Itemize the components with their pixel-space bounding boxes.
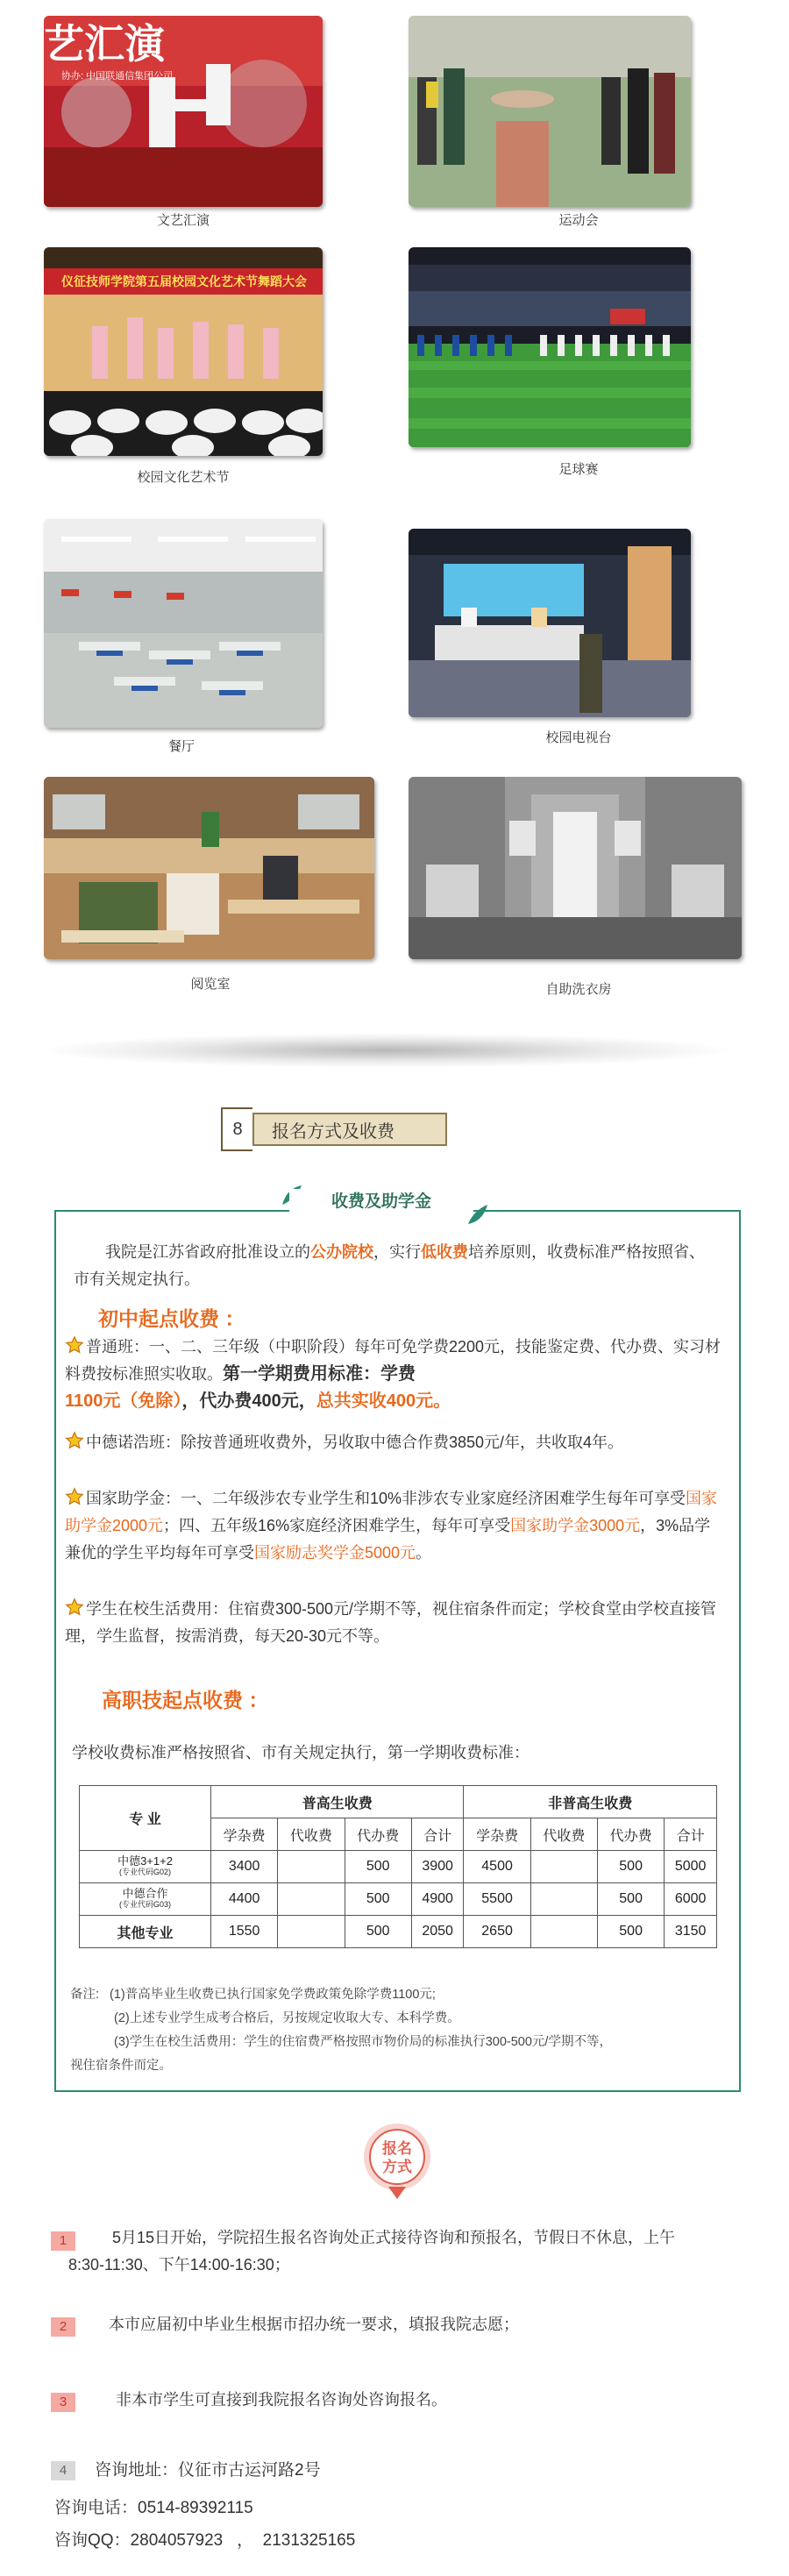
table-row xyxy=(80,1851,717,1883)
cell: 2650 xyxy=(464,1916,530,1948)
group-non-regular-hs: 非普高生收费 xyxy=(464,1786,717,1818)
cell xyxy=(530,1883,597,1916)
star-icon xyxy=(65,1431,84,1450)
section-title xyxy=(221,1107,447,1151)
col-major: 专 业 xyxy=(80,1786,211,1851)
row-major: 中德3+1+2 (专业代码G02) xyxy=(80,1851,211,1883)
cell: 500 xyxy=(597,1883,664,1916)
contact-qq: 咨询QQ：2804057923 ， 2131325165 xyxy=(54,2531,356,2550)
contact-phone: 咨询电话：0514-89392115 xyxy=(54,2499,253,2517)
photo-canteen xyxy=(44,519,323,728)
photo-art-festival xyxy=(44,247,323,456)
caption-canteen: 餐厅 xyxy=(167,739,195,754)
cell xyxy=(278,1916,345,1948)
fee-item-grants: 国家助学金：一、二年级涉农专业学生和10%非涉农专业家庭经济困难学生每年可享受国家助学金2000元；四、五年级16%家庭经济困难学生，每年可享受国家助学金3000元，3%品学兼优的学生平均每年可享受国家励志奖学金5000元。 xyxy=(65,1485,722,1567)
cell: 500 xyxy=(345,1851,411,1883)
col-header: 学杂费 xyxy=(464,1818,530,1851)
cell: 6000 xyxy=(665,1883,717,1916)
caption-art-festival: 校园文化艺术节 xyxy=(137,470,230,485)
divider-shadow xyxy=(35,1033,736,1068)
fees-intro: 我院是江苏省政府批准设立的公办院校，实行低收费培养原则，收费标准严格按照省、市有关规定执行。 xyxy=(74,1243,705,1288)
contact-address: 咨询地址：仪征市古运河路2号 xyxy=(95,2461,321,2480)
step-number: 1 xyxy=(51,2231,75,2251)
fee-item-living: 学生在校生活费用：住宿费300-500元/学期不等，视住宿条件而定；学校食堂由学校直接管理，学生监督，按需消费，每天20-30元不等。 xyxy=(65,1596,722,1650)
banner-1-sub: 协办: 中国联通信集团公司 xyxy=(61,71,174,82)
fees-box-title: 收费及助学金 xyxy=(289,1189,473,1215)
fee-table xyxy=(79,1785,717,1948)
cell: 3900 xyxy=(411,1851,464,1883)
star-icon xyxy=(65,1335,84,1355)
cell: 3150 xyxy=(665,1916,717,1948)
photo-art-performance xyxy=(44,16,323,207)
caption-campus-tv: 校园电视台 xyxy=(545,730,612,745)
cell: 500 xyxy=(345,1883,411,1916)
fee-item-regular: 普通班：一、二、三年级（中职阶段）每年可免学费2200元，技能鉴定费、代办费、实习材料费按标准照实收取。第一学期费用标准：学费 1100元（免除），代办费400元，总共实收400元。 xyxy=(65,1334,722,1415)
cell xyxy=(530,1851,597,1883)
senior-intro: 学校收费标准严格按照省、市有关规定执行，第一学期收费标准： xyxy=(72,1744,530,1761)
cell: 2050 xyxy=(411,1916,464,1948)
col-header: 代收费 xyxy=(530,1818,597,1851)
star-icon xyxy=(65,1598,84,1617)
photo-sports-meet xyxy=(409,16,691,207)
step-text: 本市应届初中毕业生根据市招办统一要求，填报我院志愿； xyxy=(109,2316,519,2333)
caption-football: 足球赛 xyxy=(558,462,599,477)
section-number: 8 xyxy=(221,1107,252,1151)
cell: 4500 xyxy=(464,1851,530,1883)
note-label: 备注: xyxy=(70,1988,100,2002)
cell xyxy=(530,1916,597,1948)
cell: 5500 xyxy=(464,1883,530,1916)
caption-laundry: 自助洗衣房 xyxy=(545,982,612,997)
cell: 5000 xyxy=(665,1851,717,1883)
col-header: 代办费 xyxy=(345,1818,411,1851)
col-header: 代办费 xyxy=(597,1818,664,1851)
junior-heading: 初中起点收费 ： xyxy=(98,1307,245,1330)
step-number: 2 xyxy=(51,2317,75,2337)
col-header: 学杂费 xyxy=(211,1818,278,1851)
table-row xyxy=(80,1916,717,1948)
photo-football xyxy=(409,247,691,447)
photo-reading-room xyxy=(44,777,374,959)
cell: 500 xyxy=(597,1916,664,1948)
senior-heading: 高职技起点收费 ： xyxy=(102,1689,269,1711)
step-text: 5月15日开始，学院招生报名咨询处正式接待咨询和预报名，节假日不休息，上午 8:30-11:30、下午14:00-16:30； xyxy=(68,2229,676,2274)
badge-line1: 报名 xyxy=(382,2140,412,2157)
cell: 4900 xyxy=(411,1883,464,1916)
badge-line2: 方式 xyxy=(382,2159,412,2175)
cell: 3400 xyxy=(211,1851,278,1883)
cell xyxy=(278,1883,345,1916)
fee-item-sino-german: 中德诺浩班：除按普通班收费外，另收取中德合作费3850元/年，共收取4年。 xyxy=(65,1429,722,1456)
leaf-icon xyxy=(466,1203,489,1226)
step-number: 4 xyxy=(51,2461,75,2480)
banner-1-text: 艺汇演 xyxy=(44,21,165,67)
caption-sports-meet: 运动会 xyxy=(558,213,599,228)
step-number: 3 xyxy=(51,2393,75,2412)
group-regular-hs: 普高生收费 xyxy=(211,1786,464,1818)
cell: 500 xyxy=(345,1916,411,1948)
fee-notes: 备注: (1)普高毕业生收费已执行国家免学费政策免除学费1100元; (2)上述专业学生成考合格后，另按规定收取大专、本科学费。 (3)学生在校生活费用：学生的住宿费严格按照市物价局的标准执行300-500元/学期不等， 视住宿条件而定。 xyxy=(70,1988,612,2073)
col-header: 代收费 xyxy=(278,1818,345,1851)
cell: 500 xyxy=(597,1851,664,1883)
row-major: 中德合作 (专业代码G03) xyxy=(80,1883,211,1916)
photo-campus-tv xyxy=(409,529,691,717)
cell: 4400 xyxy=(211,1883,278,1916)
cell: 1550 xyxy=(211,1916,278,1948)
step-text: 非本市学生可直接到我院报名咨询处咨询报名。 xyxy=(116,2391,447,2409)
col-header: 合计 xyxy=(665,1818,717,1851)
banner-3-text: 仪征技师学院第五届校园文化艺术节舞蹈大会 xyxy=(61,274,307,288)
photo-laundry xyxy=(409,777,742,959)
enroll-badge xyxy=(362,2122,432,2201)
caption-art-performance: 文艺汇演 xyxy=(156,213,210,228)
section-label: 报名方式及收费 xyxy=(252,1113,447,1146)
row-major: 其他专业 xyxy=(80,1916,211,1948)
table-row xyxy=(80,1883,717,1916)
star-icon xyxy=(65,1487,84,1506)
col-header: 合计 xyxy=(411,1818,464,1851)
cell xyxy=(278,1851,345,1883)
caption-reading-room: 阅览室 xyxy=(190,977,231,992)
